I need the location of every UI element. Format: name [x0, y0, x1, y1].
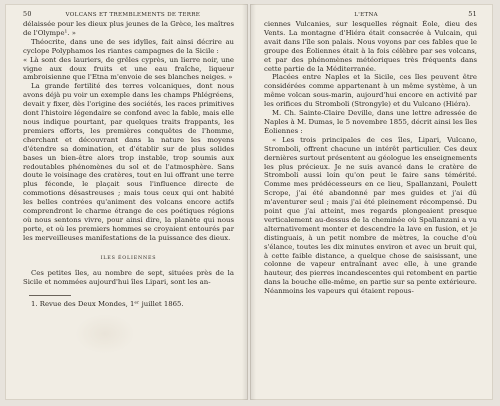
section-heading: ILES ÉOLIENNES: [100, 255, 157, 261]
paragraph: Théocrite, dans une de ses idylles, fait ainsi décrire au cyclope Polyphamos les riantes campagnes de la Sicile :: [23, 37, 234, 55]
page-number: 50: [23, 10, 32, 18]
paragraph: délaissée pour les dieux plus jeunes de la Grèce, les maîtres de l'Olympe¹. »: [23, 20, 234, 37]
gutter-shadow: [242, 4, 248, 400]
quotation: « Là sont des lauriers, de grêles cyprès, un lierre noir, une vigne aux doux fruits et une eau fraîche, liqueur ambroisienne que l'Etna m'envoie de ses blanches neiges. »: [23, 55, 234, 82]
right-page: [250, 4, 493, 400]
paragraph: M. Ch. Sainte-Claire Deville, dans une lettre adressée de Naples à M. Dumas, le 5 novembre 1855, décrit ainsi les îles Éoliennes :: [264, 109, 477, 135]
page-number: 51: [468, 10, 477, 18]
paper-stain: [75, 314, 135, 354]
footnote: 1. Revue des Deux Mondes, 1ᵉʳ juillet 1865.: [31, 300, 184, 309]
right-page-body: [264, 20, 477, 296]
left-page: [5, 4, 248, 400]
right-running-header: [264, 10, 477, 19]
footnote-rule: [29, 295, 71, 296]
gutter-shadow: [250, 4, 256, 400]
running-head: L'ETNA: [354, 12, 379, 18]
paragraph: Placées entre Naples et la Sicile, ces îles peuvent être considérées comme appartenant à un même système, à un même volcan sous-marin, aujourd'hui encore en activité par les orifices du Stromboli (Strongyle) et du Vulcano (Hiéra).: [264, 73, 477, 109]
paragraph: La grande fertilité des terres volcaniques, dont nous avons déjà pu voir un exemple dans les champs Phlégréens, devait y fixer, dès l'origine des sociétés, les races primitives dont l'histoire légendaire se confond avec la fable, mais elle nous indique pourtant, par quelques traits frappants, les premiers efforts, les premières conquêtes de l'homme, cherchant et découvrant dans la nature les moyens d'étendre sa domination, et d'établir sur de plus solides bases un bien-être alors trop instable, trop soumis aux redoutables phénomènes du sol et de l'atmosphère. Sans doute le voisinage des cratères, tout en lui offrant une terre plus féconde, le plaçait sous l'influence directe de commotions désastreuses ; mais tous ceux qui ont habité les belles contrées qu'animent des volcans encore actifs comprendront le charme étrange de ces poétiques régions où nous sentons vivre, pour ainsi dire, la planète qui nous porte, et où les premiers hommes se croyaient entourés par les merveilleuses manifestations de la puissance des dieux.: [23, 82, 234, 242]
paragraph: ciennes Vulcanies, sur lesquelles régnait Éole, dieu des Vents. La montagne d'Hiéra était consacrée à Vulcain, qui avait dans l'île son palais. Nous voyons par ces fables que le groupe des Éoliennes était à la fois célèbre par ses volcans, et par des phénomènes météoriques très fréquents dans cette partie de la Méditerranée.: [264, 20, 477, 73]
left-page-body: [23, 20, 234, 309]
running-head: VOLCANS ET TREMBLEMENTS DE TERRE: [65, 12, 201, 18]
quotation: « Les trois principales de ces îles, Lipari, Vulcano, Stromboli, offrent chacune un intérêt particulier. Ces deux dernières surtout présentent au géologue les enseignements les plus précieux. Je ne suis avancé dans le cratère de Stromboli aussi loin qu'on peut le faire sans témérité. Comme mes prédécesseurs en ce lieu, Spallanzani, Poulett Scrope, j'ai été abandonné par mes guides et j'ai dû m'aventurer seul ; mais j'ai été pleinement récompensé. Du point que j'ai atteint, mes regards plongeaient presque verticalement au-dessus de la cheminée où Spallanzani a vu alternativement monter et descendre la lave en fusion, et je distinguais, à un petit nombre de mètres, la couche d'où s'élance, toutes les dix minutes environ et avec un bruit qui, à cette faible distance, a quelque chose de saisissant, une colonne de vapeur entraînant avec elle, à une grande hauteur, des pierres incandescentes qui retombent en partie dans la bouche elle-même, en partie sur sa pente extérieure. Néanmoins les vapeurs qui étaient repous-: [264, 135, 477, 296]
left-running-header: [23, 10, 234, 19]
paragraph: Ces petites îles, au nombre de sept, situées près de la Sicile et nommées aujourd'hui îles Lipari, sont les an-: [23, 268, 234, 286]
